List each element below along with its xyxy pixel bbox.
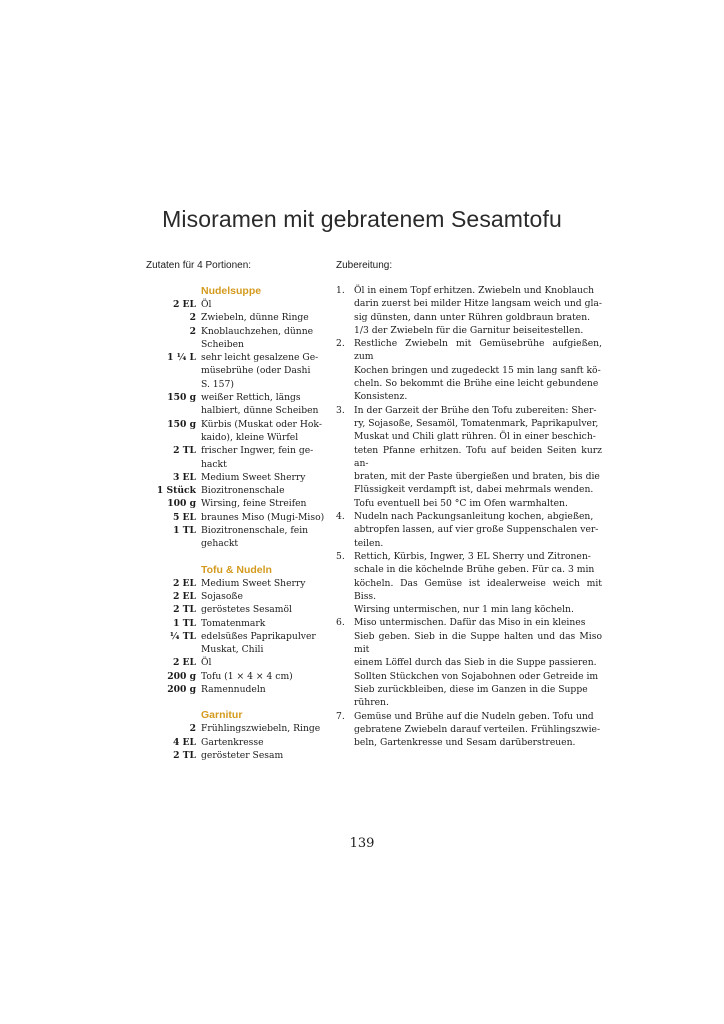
preparation-steps bbox=[336, 284, 602, 749]
ingredient-row bbox=[146, 670, 326, 683]
ingredient-text: geröstetes Sesamöl bbox=[201, 604, 292, 616]
ingredient-amount: 100 g bbox=[167, 498, 196, 510]
step-text: Sollten Stückchen von Sojabohnen oder Getreide im bbox=[354, 670, 599, 682]
ingredient-text: halbiert, dünne Scheiben bbox=[201, 405, 319, 417]
step-text: In der Garzeit der Brühe den Tofu zubereiten: Sher- bbox=[354, 404, 597, 416]
ingredient-amount: 5 EL bbox=[172, 511, 196, 523]
step-text: Miso untermischen. Dafür das Miso in ein kleines bbox=[354, 617, 586, 629]
step-number bbox=[336, 577, 354, 604]
ingredient-text: weißer Rettich, längs bbox=[201, 392, 301, 404]
ingredient-text: kaido), kleine Würfel bbox=[201, 431, 299, 443]
ingredient-row bbox=[146, 471, 326, 484]
ingredient-row bbox=[146, 630, 326, 643]
ingredient-row bbox=[146, 325, 326, 338]
step-text: gebratene Zwiebeln darauf verteilen. Frühlingszwie- bbox=[354, 723, 601, 735]
step-text: Nudeln nach Packungsanleitung kochen, abgießen, bbox=[354, 511, 594, 523]
ingredient-text: gehackt bbox=[201, 538, 239, 550]
ingredient-text: hackt bbox=[201, 458, 227, 470]
ingredient-row bbox=[146, 749, 326, 762]
step-number: 3. bbox=[336, 404, 345, 416]
step-line bbox=[336, 723, 602, 736]
ingredient-text: Biozitronenschale, fein bbox=[201, 525, 309, 537]
step-text: Flüssigkeit verdampft ist, dabei mehrmals wenden. bbox=[354, 484, 594, 496]
step-text: 1/3 der Zwiebeln für die Garnitur beiseitestellen. bbox=[354, 324, 584, 336]
ingredient-text: edelsüßes Paprikapulver bbox=[201, 630, 316, 642]
recipe-title: Misoramen mit gebratenem Sesamtofu bbox=[162, 206, 562, 232]
ingredient-row bbox=[146, 298, 326, 311]
ingredient-row bbox=[146, 497, 326, 510]
step-number bbox=[336, 670, 354, 683]
ingredient-amount: 150 g bbox=[167, 418, 196, 430]
ingredient-row bbox=[146, 418, 326, 431]
ingredient-text: sehr leicht gesalzene Ge- bbox=[201, 352, 319, 364]
step-line bbox=[336, 736, 602, 749]
ingredient-text: Muskat, Chili bbox=[201, 644, 264, 656]
ingredient-row bbox=[146, 722, 326, 735]
step-text: darin zuerst bei milder Hitze langsam weich und gla- bbox=[354, 298, 602, 310]
ingredient-text: Wirsing, feine Streifen bbox=[201, 498, 307, 510]
step-number bbox=[336, 736, 354, 749]
ingredient-row bbox=[146, 351, 326, 364]
ingredient-amount bbox=[146, 458, 201, 471]
step-line bbox=[336, 510, 602, 523]
step-text: Öl in einem Topf erhitzen. Zwiebeln und Knoblauch bbox=[354, 285, 595, 296]
section-heading: Tofu & Nudeln bbox=[201, 563, 272, 576]
ingredient-text: Medium Sweet Sherry bbox=[201, 471, 306, 483]
step-text: abtropfen lassen, auf vier große Suppenschalen ver- bbox=[354, 524, 599, 536]
ingredient-text: Kürbis (Muskat oder Hok- bbox=[201, 418, 322, 430]
ingredient-row bbox=[146, 458, 326, 471]
step-line bbox=[336, 337, 602, 364]
step-text: cheln. So bekommt die Brühe eine leicht gebundene bbox=[354, 378, 599, 390]
ingredient-text: müsebrühe (oder Dashi bbox=[201, 365, 311, 377]
ingredient-amount: 2 EL bbox=[172, 577, 196, 589]
step-line bbox=[336, 577, 602, 604]
ingredient-amount: 150 g bbox=[167, 392, 196, 404]
step-number: 6. bbox=[336, 617, 345, 629]
ingredient-amount: 2 TL bbox=[173, 749, 196, 761]
ingredient-row bbox=[146, 511, 326, 524]
ingredient-row bbox=[146, 537, 326, 550]
ingredient-amount bbox=[146, 364, 201, 377]
ingredient-amount bbox=[146, 338, 201, 351]
ingredient-amount bbox=[146, 537, 201, 550]
step-text: sig dünsten, dann unter Rühren goldbraun braten. bbox=[354, 311, 591, 323]
page-number: 139 bbox=[349, 836, 375, 851]
step-number bbox=[336, 723, 354, 736]
ingredient-text: Biozitronenschale bbox=[201, 485, 285, 497]
step-line bbox=[336, 656, 602, 669]
step-line bbox=[336, 497, 602, 510]
step-line bbox=[336, 417, 602, 430]
step-number bbox=[336, 656, 354, 669]
ingredient-row bbox=[146, 338, 326, 351]
step-line bbox=[336, 404, 602, 417]
ingredient-amount bbox=[146, 643, 201, 656]
ingredient-amount: 3 EL bbox=[172, 471, 196, 483]
step-line bbox=[336, 563, 602, 576]
ingredient-row bbox=[146, 378, 326, 391]
step-line bbox=[336, 550, 602, 563]
step-line bbox=[336, 710, 602, 723]
step-number bbox=[336, 297, 354, 310]
ingredient-text: Frühlingszwiebeln, Ringe bbox=[201, 723, 321, 735]
step-line bbox=[336, 284, 602, 297]
ingredient-row bbox=[146, 656, 326, 669]
section-heading: Garnitur bbox=[201, 709, 243, 722]
step-text: beln, Gartenkresse und Sesam darüberstreuen. bbox=[354, 737, 576, 749]
ingredient-row bbox=[146, 683, 326, 696]
step-line bbox=[336, 444, 602, 471]
ingredient-amount: 1 TL bbox=[173, 525, 196, 537]
ingredient-text: Sojasoße bbox=[201, 590, 243, 602]
step-line bbox=[336, 311, 602, 324]
ingredient-row bbox=[146, 364, 326, 377]
step-line bbox=[336, 430, 602, 443]
ingredient-amount: 1 Stück bbox=[156, 485, 196, 497]
ingredient-text: Gartenkresse bbox=[201, 736, 264, 748]
step-number: 5. bbox=[336, 550, 345, 562]
step-number bbox=[336, 390, 354, 403]
step-line bbox=[336, 324, 602, 337]
step-line bbox=[336, 696, 602, 709]
step-line bbox=[336, 483, 602, 496]
step-text: Konsistenz. bbox=[354, 391, 408, 403]
ingredient-text: Medium Sweet Sherry bbox=[201, 577, 306, 589]
ingredient-text: Zwiebeln, dünne Ringe bbox=[201, 312, 309, 324]
ingredient-amount bbox=[146, 404, 201, 417]
step-number: 4. bbox=[336, 511, 345, 523]
step-number bbox=[336, 324, 354, 337]
step-text: Sieb geben. Sieb in die Suppe halten und das Miso mit bbox=[354, 630, 602, 656]
step-number bbox=[336, 497, 354, 510]
ingredient-text: gerösteter Sesam bbox=[201, 749, 284, 761]
step-number bbox=[336, 377, 354, 390]
ingredients-list bbox=[146, 284, 326, 762]
ingredient-amount: 2 EL bbox=[172, 299, 196, 310]
step-text: rühren. bbox=[354, 697, 389, 709]
step-text: Wirsing untermischen, nur 1 min lang köcheln. bbox=[354, 604, 574, 616]
step-number bbox=[336, 537, 354, 550]
ingredient-row bbox=[146, 603, 326, 616]
step-line bbox=[336, 390, 602, 403]
step-line bbox=[336, 297, 602, 310]
step-line bbox=[336, 537, 602, 550]
step-line bbox=[336, 603, 602, 616]
step-number bbox=[336, 483, 354, 496]
ingredients-label: Zutaten für 4 Portionen: bbox=[146, 260, 252, 271]
ingredient-amount bbox=[146, 431, 201, 444]
ingredient-amount: 1 ¼ L bbox=[167, 352, 196, 364]
ingredient-row bbox=[146, 391, 326, 404]
step-number bbox=[336, 417, 354, 430]
section-heading: Nudelsuppe bbox=[201, 285, 262, 297]
preparation-label: Zubereitung: bbox=[336, 260, 393, 271]
ingredient-row bbox=[146, 444, 326, 457]
ingredient-text: braunes Miso (Mugi-Miso) bbox=[201, 511, 325, 523]
step-line bbox=[336, 377, 602, 390]
ingredient-row bbox=[146, 643, 326, 656]
step-text: köcheln. Das Gemüse ist idealerweise weich mit Biss. bbox=[354, 577, 602, 602]
step-number: 7. bbox=[336, 710, 345, 722]
ingredient-text: frischer Ingwer, fein ge- bbox=[201, 445, 314, 457]
step-number bbox=[336, 470, 354, 483]
ingredient-text: S. 157) bbox=[201, 378, 234, 390]
step-text: Restliche Zwiebeln mit Gemüsebrühe aufgießen, zum bbox=[354, 338, 602, 363]
ingredient-amount: 2 bbox=[189, 723, 196, 735]
ingredient-amount: 4 EL bbox=[172, 736, 196, 748]
ingredient-amount: 2 EL bbox=[172, 590, 196, 602]
step-text: Tofu eventuell bei 50 °C im Ofen warmhalten. bbox=[354, 497, 568, 509]
step-text: einem Löffel durch das Sieb in die Suppe passieren. bbox=[354, 657, 597, 669]
step-text: Rettich, Kürbis, Ingwer, 3 EL Sherry und Zitronen- bbox=[354, 550, 591, 562]
ingredient-amount: 2 bbox=[189, 325, 196, 337]
step-text: Sieb zurückbleiben, diese im Ganzen in die Suppe bbox=[354, 683, 588, 695]
ingredient-text: Öl bbox=[201, 657, 212, 669]
step-number bbox=[336, 683, 354, 696]
ingredient-text: Öl bbox=[201, 299, 212, 310]
step-number bbox=[336, 364, 354, 377]
step-number: 1. bbox=[336, 285, 345, 296]
ingredient-amount: 2 bbox=[189, 312, 196, 324]
step-text: braten, mit der Paste übergießen und braten, bis die bbox=[354, 471, 600, 483]
ingredient-text: Knoblauchzehen, dünne bbox=[201, 325, 314, 337]
ingredient-amount: 2 TL bbox=[173, 445, 196, 457]
step-number bbox=[336, 523, 354, 536]
ingredient-row bbox=[146, 311, 326, 324]
step-number bbox=[336, 696, 354, 709]
ingredient-amount: 1 TL bbox=[173, 617, 196, 629]
ingredient-amount: 2 TL bbox=[173, 604, 196, 616]
ingredient-row bbox=[146, 404, 326, 417]
ingredient-text: Scheiben bbox=[201, 338, 244, 350]
step-line bbox=[336, 616, 602, 629]
step-line bbox=[336, 683, 602, 696]
ingredient-amount bbox=[146, 378, 201, 391]
step-text: Kochen bringen und zugedeckt 15 min lang sanft kö- bbox=[354, 364, 601, 376]
ingredient-row bbox=[146, 524, 326, 537]
step-number bbox=[336, 311, 354, 324]
ingredient-row bbox=[146, 736, 326, 749]
ingredient-amount: 2 EL bbox=[172, 657, 196, 669]
step-text: Muskat und Chili glatt rühren. Öl in einer beschich- bbox=[354, 431, 596, 443]
ingredient-text: Ramennudeln bbox=[201, 684, 266, 696]
step-number bbox=[336, 603, 354, 616]
step-line bbox=[336, 630, 602, 657]
step-text: schale in die köchelnde Brühe geben. Für ca. 3 min bbox=[354, 564, 595, 576]
step-line bbox=[336, 364, 602, 377]
step-text: ry, Sojasoße, Sesamöl, Tomatenmark, Paprikapulver, bbox=[354, 417, 599, 429]
step-text: Gemüse und Brühe auf die Nudeln geben. Tofu und bbox=[354, 710, 594, 722]
step-number bbox=[336, 444, 354, 471]
ingredient-amount: 200 g bbox=[167, 684, 196, 696]
step-text: teten Pfanne erhitzen. Tofu auf beiden Seiten kurz an- bbox=[354, 444, 602, 469]
step-number bbox=[336, 430, 354, 443]
step-text: teilen. bbox=[354, 537, 384, 549]
ingredient-row bbox=[146, 577, 326, 590]
step-number bbox=[336, 630, 354, 657]
step-number bbox=[336, 563, 354, 576]
ingredient-row bbox=[146, 617, 326, 630]
ingredient-amount: 200 g bbox=[167, 670, 196, 682]
ingredient-row bbox=[146, 590, 326, 603]
ingredient-row bbox=[146, 484, 326, 497]
step-line bbox=[336, 523, 602, 536]
step-line bbox=[336, 470, 602, 483]
ingredient-text: Tomatenmark bbox=[201, 617, 266, 629]
ingredient-row bbox=[146, 431, 326, 444]
ingredient-amount: ¼ TL bbox=[169, 630, 196, 642]
ingredient-text: Tofu (1 × 4 × 4 cm) bbox=[201, 670, 293, 682]
step-number: 2. bbox=[336, 338, 345, 350]
step-line bbox=[336, 670, 602, 683]
